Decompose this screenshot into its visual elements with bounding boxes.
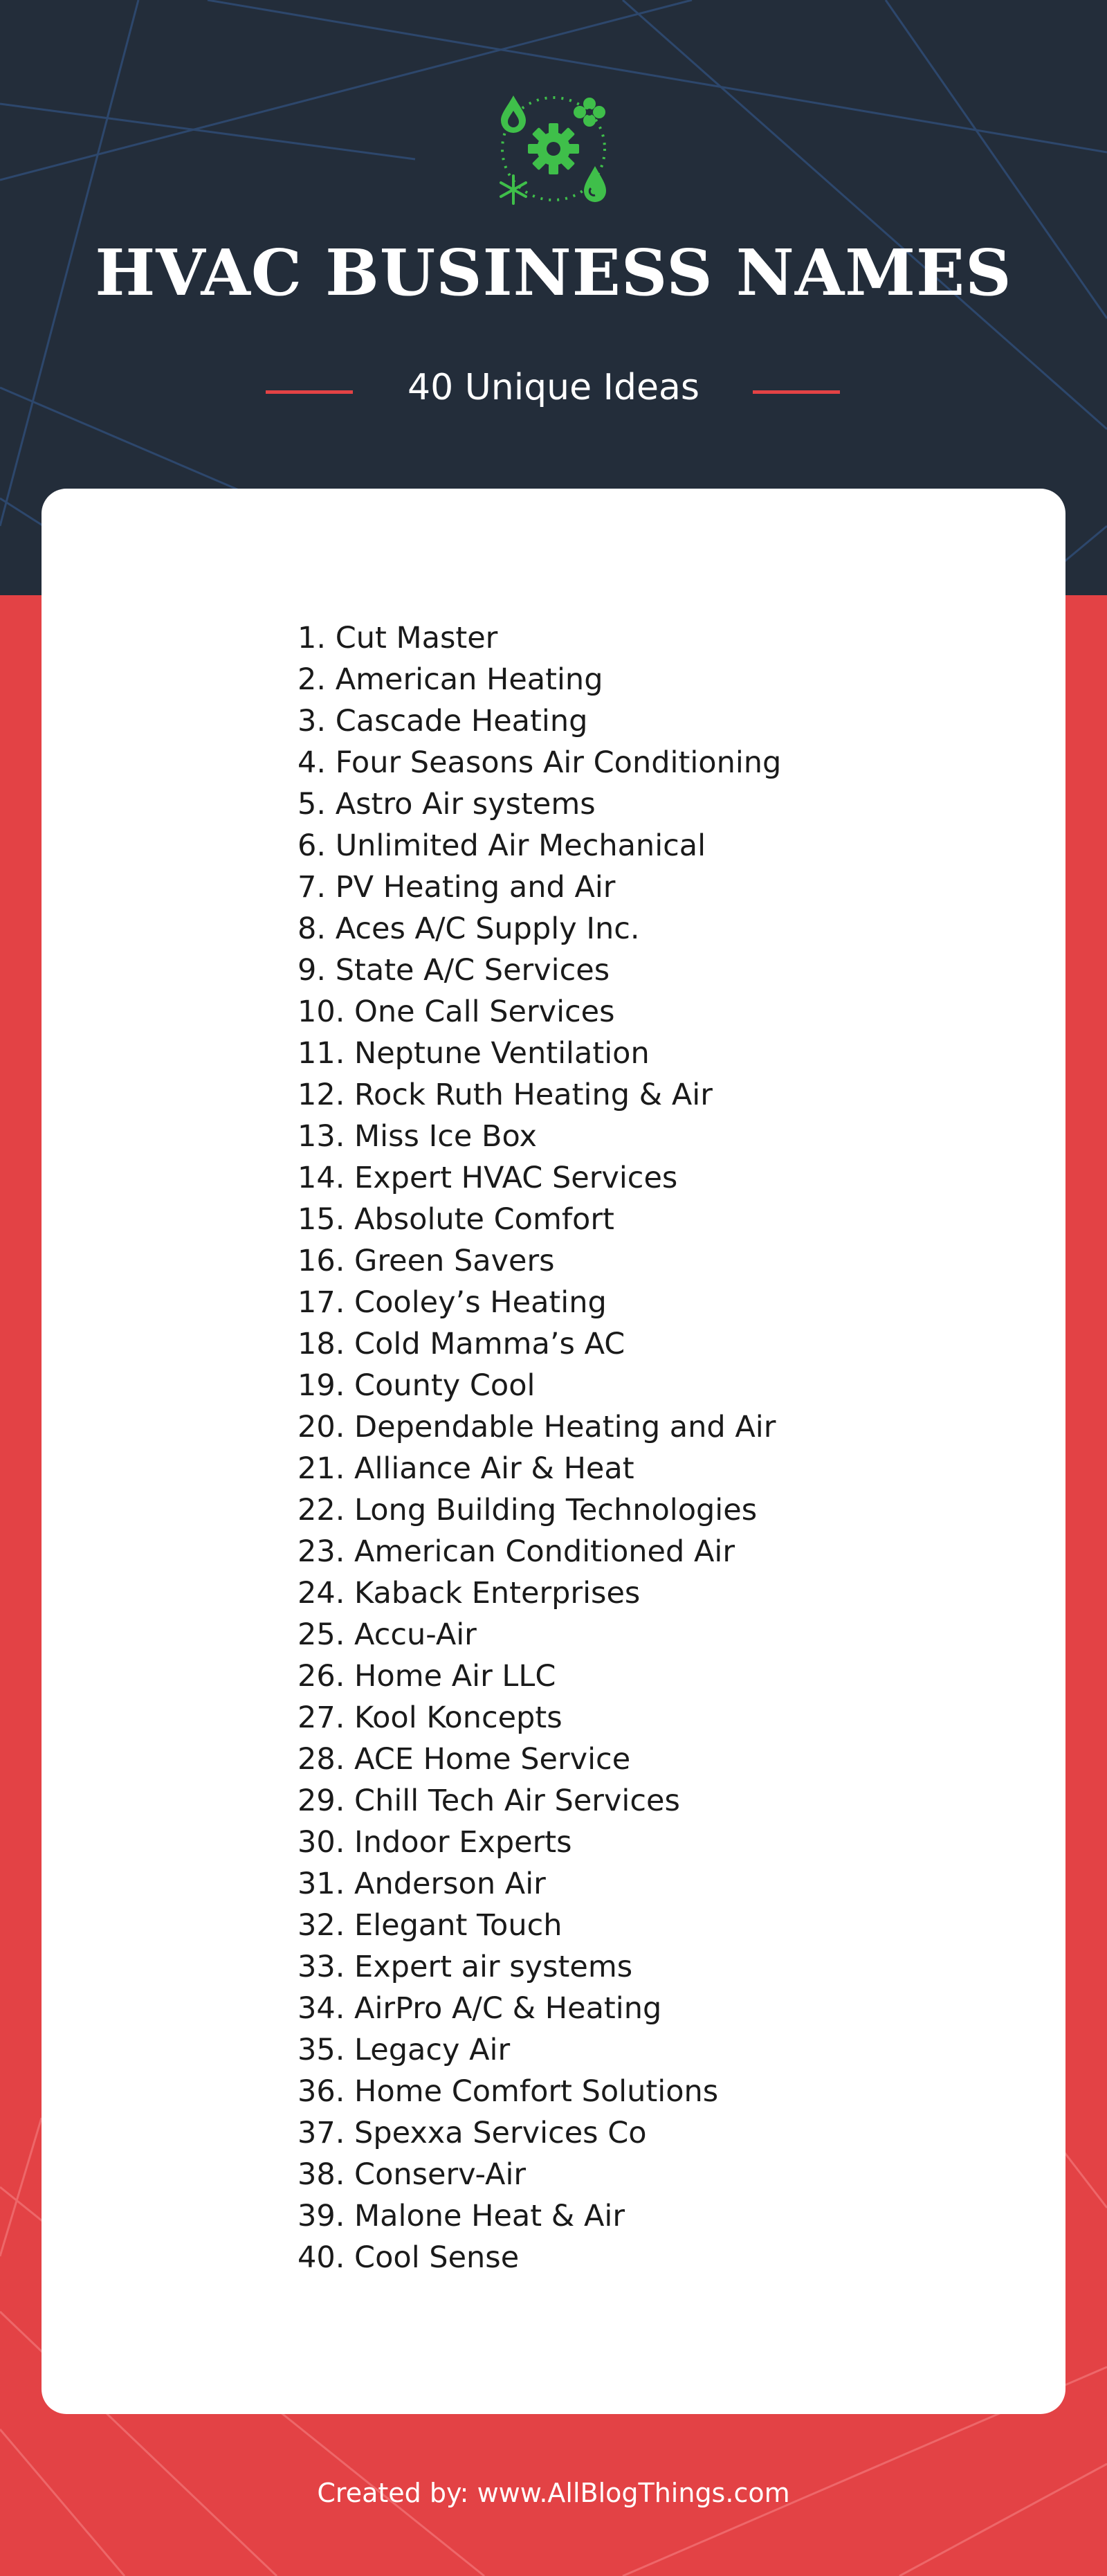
list-item: 25. Accu-Air: [298, 1617, 477, 1652]
list-item: 20. Dependable Heating and Air: [298, 1410, 776, 1444]
subtitle-row: [0, 360, 1107, 422]
list-item: 16. Green Savers: [298, 1244, 555, 1278]
list-item: 37. Spexxa Services Co: [298, 2116, 647, 2150]
list-item: 9. State A/C Services: [298, 953, 610, 988]
business-names-list: [298, 617, 781, 2278]
list-item: 23. American Conditioned Air: [298, 1534, 735, 1569]
fan-icon: [574, 98, 605, 127]
list-item: 30. Indoor Experts: [298, 1825, 572, 1860]
list-item: 34. AirPro A/C & Heating: [298, 1991, 662, 2026]
list-item: 24. Kaback Enterprises: [298, 1576, 641, 1611]
flame-drop-icon: [501, 96, 526, 133]
names-card: [42, 489, 1065, 2414]
list-item: 10. One Call Services: [298, 995, 615, 1029]
page-title: HVAC BUSINESS NAMES: [95, 235, 1012, 310]
water-drop-icon: [584, 166, 606, 202]
list-item: 38. Conserv-Air: [298, 2157, 527, 2192]
list-item: 35. Legacy Air: [298, 2033, 511, 2067]
gear-icon: [528, 123, 579, 174]
list-item: 39. Malone Heat & Air: [298, 2199, 625, 2233]
list-item: 29. Chill Tech Air Services: [298, 1784, 680, 1818]
list-item: 17. Cooley’s Heating: [298, 1285, 607, 1320]
list-item: 8. Aces A/C Supply Inc.: [298, 911, 640, 946]
list-item: 14. Expert HVAC Services: [298, 1161, 678, 1195]
list-item: 12. Rock Ruth Heating & Air: [298, 1078, 713, 1112]
list-item: 22. Long Building Technologies: [298, 1493, 758, 1527]
page-subtitle: 40 Unique Ideas: [408, 367, 699, 408]
list-item: 33. Expert air systems: [298, 1950, 633, 1984]
subtitle-rule-right: [753, 390, 840, 394]
list-item: 6. Unlimited Air Mechanical: [298, 828, 706, 863]
list-item: 27. Kool Koncepts: [298, 1700, 562, 1735]
list-item: 4. Four Seasons Air Conditioning: [298, 745, 782, 780]
list-item: 28. ACE Home Service: [298, 1742, 631, 1777]
list-item: 36. Home Comfort Solutions: [298, 2074, 719, 2109]
list-item: 32. Elegant Touch: [298, 1908, 562, 1943]
hvac-logo-icon: [498, 90, 609, 208]
list-item: 11. Neptune Ventilation: [298, 1036, 650, 1071]
list-item: 13. Miss Ice Box: [298, 1119, 537, 1154]
list-item: 31. Anderson Air: [298, 1867, 546, 1901]
list-item: 2. American Heating: [298, 662, 603, 697]
list-item: 19. County Cool: [298, 1368, 536, 1403]
snowflake-icon: [501, 176, 526, 203]
list-item: 26. Home Air LLC: [298, 1659, 556, 1694]
list-item: 21. Alliance Air & Heat: [298, 1451, 634, 1486]
list-item: 5. Astro Air systems: [298, 787, 596, 822]
footer-credit: Created by: www.AllBlogThings.com: [317, 2478, 790, 2508]
list-item: 15. Absolute Comfort: [298, 1202, 614, 1237]
list-item: 1. Cut Master: [298, 621, 498, 655]
list-item: 7. PV Heating and Air: [298, 870, 616, 905]
list-item: 3. Cascade Heating: [298, 704, 588, 738]
list-item: 40. Cool Sense: [298, 2240, 520, 2275]
list-item: 18. Cold Mamma’s AC: [298, 1327, 625, 1361]
